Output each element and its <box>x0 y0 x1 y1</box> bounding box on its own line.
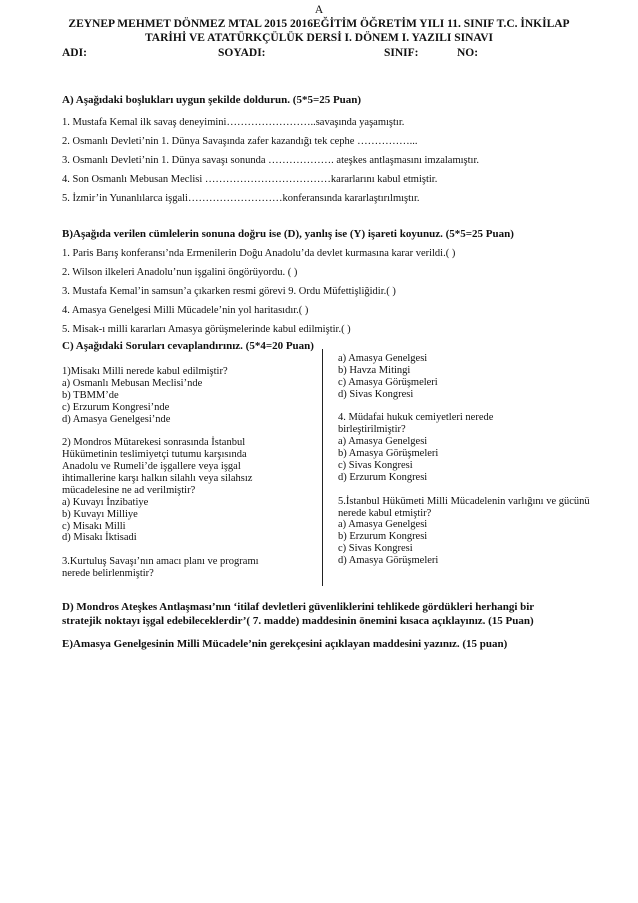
question-line: 1)Misakı Milli nerede kabul edilmiştir? <box>62 366 228 377</box>
question-line: 4. Müdafai hukuk cemiyetleri nerede <box>338 412 494 424</box>
question-line <box>62 425 259 437</box>
question-line: b) Kuvayı Milliye <box>62 508 138 520</box>
section-c-right-column <box>338 353 590 567</box>
section-e-title: E)Amasya Genelgesinin Milli Mücadele’nin gerekçesini açıklayan maddesini yazınız. (15 puan) <box>62 638 508 650</box>
surname-field-label: SOYADI: <box>218 47 266 59</box>
question-line: 3.Kurtuluş Savaşı’nın amacı planı ve programı <box>62 556 259 568</box>
question-line <box>62 544 259 556</box>
question-line: nerede kabul etmiştir? <box>338 507 432 519</box>
question-line: Anadolu ve Rumeli’de işgallere veya işgal <box>62 461 241 473</box>
section-b-item: 4. Amasya Genelgesi Milli Mücadele’nin yol haritasıdır.( ) <box>62 305 309 316</box>
class-field-label: SINIF: <box>384 47 419 59</box>
question-line: b) Havza Mitingi <box>338 364 411 376</box>
question-line: 5.İstanbul Hükümeti Milli Mücadelenin varlığını ve gücünü <box>338 495 590 507</box>
question-line: c) Erzurum Kongresi’nde <box>62 401 170 413</box>
section-c-title: C) Aşağıdaki Soruları cevaplandırınız. (5*4=20 Puan) <box>62 340 314 352</box>
question-line: a) Osmanlı Mebusan Meclisi’nde <box>62 377 203 389</box>
question-line: c) Amasya Görüşmeleri <box>338 376 438 388</box>
question-line: birleştirilmiştir? <box>338 424 406 436</box>
section-a-item: 4. Son Osmanlı Mebusan Meclisi ………………………………kararlarını kabul etmiştir. <box>62 174 438 185</box>
section-b-item: 1. Paris Barış konferansı’nda Ermenilerin Doğu Anadolu’da devlet kurmasına karar verildi.( ) <box>62 248 456 259</box>
section-a-title: A) Aşağıdaki boşlukları uygun şekilde doldurun. (5*5=25 Puan) <box>62 94 362 106</box>
question-line: a) Amasya Genelgesi <box>338 436 428 448</box>
question-line: b) Erzurum Kongresi <box>338 531 428 543</box>
question-line: d) Amasya Genelgesi’nde <box>62 413 171 425</box>
question-line: b) Amasya Görüşmeleri <box>338 448 439 460</box>
section-b-item: 2. Wilson ilkeleri Anadolu’nun işgalini öngörüyordu. ( ) <box>62 267 298 278</box>
question-line: a) Kuvayı İnzibatiye <box>62 496 149 508</box>
question-line <box>338 401 590 413</box>
exam-title-line2: TARİHİ VE ATATÜRKÇÜLÜK DERSİ I. DÖNEM I. YAZILI SINAVI <box>144 32 494 44</box>
section-a-item: 5. İzmir’in Yunanlılarca işgali………………………konferansında kararlaştırılmıştır. <box>62 193 420 204</box>
question-line: d) Misakı İktisadi <box>62 532 137 544</box>
section-d-line2: stratejik noktayı işgal edebileceklerdir’( 7. madde) maddesinin önemini kısaca açıklayınız. (15 Puan) <box>62 615 534 627</box>
question-line: d) Sivas Kongresi <box>338 388 414 400</box>
section-a-item: 2. Osmanlı Devleti’nin 1. Dünya Savaşında zafer kazandığı tek cephe ……………... <box>62 136 418 147</box>
question-line: ihtimallerine karşı halkın silahlı veya silahsız <box>62 473 253 485</box>
question-line: c) Sivas Kongresi <box>338 460 413 472</box>
question-line <box>338 484 590 496</box>
section-b-title: B)Aşağıda verilen cümlelerin sonuna doğru ise (D), yanlış ise (Y) işareti koyunuz. (5*5=25 Puan) <box>62 228 514 240</box>
question-line: a) Amasya Genelgesi <box>338 353 428 364</box>
column-divider <box>322 349 323 586</box>
section-a-item: 3. Osmanlı Devleti’nin 1. Dünya savaşı sonunda ………………. ateşkes antlaşmasını imzalamıştır. <box>62 155 480 166</box>
question-line: b) TBMM’de <box>62 389 119 401</box>
question-line: nerede belirlenmiştir? <box>62 568 154 580</box>
section-b-item: 5. Misak-ı milli kararları Amasya görüşmelerinde kabul edilmiştir.( ) <box>62 324 351 335</box>
section-d-line1: D) Mondros Ateşkes Antlaşması’nın ‘itilaf devletleri güvenliklerini tehlikede gördükleri herhangi bir <box>62 601 535 613</box>
question-line: d) Amasya Görüşmeleri <box>338 555 439 567</box>
question-line: c) Misakı Milli <box>62 520 126 532</box>
question-line: c) Sivas Kongresi <box>338 543 413 555</box>
exam-title-line1: ZEYNEP MEHMET DÖNMEZ MTAL 2015 2016EĞİTİM ÖĞRETİM YILI 11. SINIF T.C. İNKİLAP <box>68 18 570 30</box>
question-line: mücadelesine ne ad verilmiştir? <box>62 484 196 496</box>
question-line: 2) Mondros Mütarekesi sonrasında İstanbul <box>62 437 246 449</box>
section-a-item: 1. Mustafa Kemal ilk savaş deneyimini……………………..savaşında yaşamıştır. <box>62 117 405 128</box>
form-letter: A <box>314 4 324 16</box>
section-c-left-column <box>62 366 259 580</box>
name-field-label: ADI: <box>62 47 87 59</box>
question-line: d) Erzurum Kongresi <box>338 471 428 483</box>
question-line: a) Amasya Genelgesi <box>338 519 428 531</box>
section-b-item: 3. Mustafa Kemal’in samsun’a çıkarken resmi görevi 9. Ordu Müfettişliğidir.( ) <box>62 286 396 297</box>
question-line: Hükümetinin teslimiyetçi tutumu karşısında <box>62 449 247 461</box>
number-field-label: NO: <box>457 47 479 59</box>
